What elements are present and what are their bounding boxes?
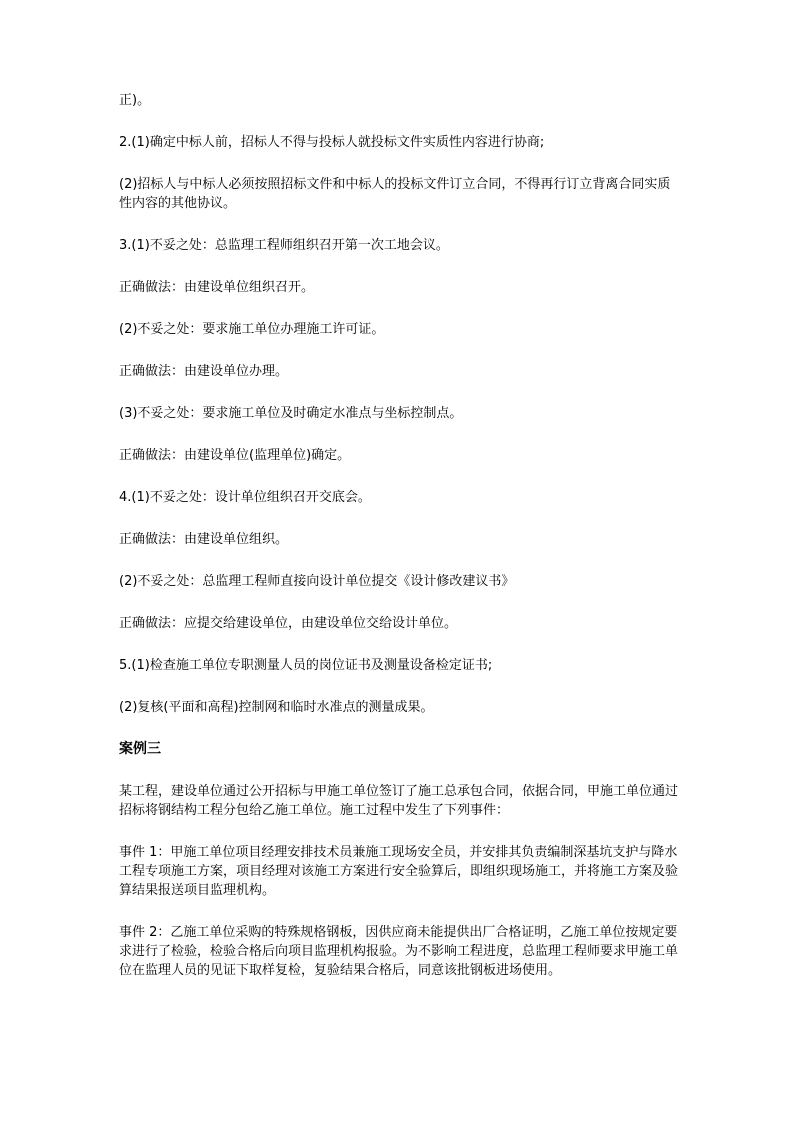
case-3-event-1: 事件 1：甲施工单位项目经理安排技术员兼施工现场安全员，并安排其负责编制深基坑支护与降水工程专项施工方案，项目经理对该施工方案进行安全验算后，即组织现场施工，并将施工方案及验算结果报送项目监理机构。 (119, 845, 679, 898)
answer-3-item-1: 3.(1)不妥之处：总监理工程师组织召开第一次工地会议。 (119, 238, 449, 253)
answer-2-item-2: (2)招标人与中标人必须按照招标文件和中标人的投标文件订立合同，不得再行订立背离合同实质性内容的其他协议。 (119, 177, 671, 211)
answer-3-item-3: (3)不妥之处：要求施工单位及时确定水准点与坐标控制点。 (119, 406, 463, 421)
answer-3-item-2-correction: 正确做法：由建设单位办理。 (119, 364, 289, 379)
answer-4-item-1-correction: 正确做法：由建设单位组织。 (119, 532, 289, 547)
answer-5-item-2: (2)复核(平面和高程)控制网和临时水准点的测量成果。 (119, 700, 434, 715)
case-3-intro: 某工程，建设单位通过公开招标与甲施工单位签订了施工总承包合同，依据合同，甲施工单位通过招标将钢结构工程分包给乙施工单位。施工过程中发生了下列事件： (119, 784, 679, 818)
answer-4-item-2-correction: 正确做法：应提交给建设单位，由建设单位交给设计单位。 (119, 616, 458, 631)
answer-2-item-1: 2.(1)确定中标人前，招标人不得与投标人就投标文件实质性内容进行协商; (119, 135, 545, 150)
answer-3-item-3-correction: 正确做法：由建设单位(监理单位)确定。 (119, 448, 351, 463)
section-heading-case-3: 案例三 (119, 741, 161, 757)
paragraph-continuation: 正)。 (119, 93, 151, 108)
answer-5-item-1: 5.(1)检查施工单位专职测量人员的岗位证书及测量设备检定证书; (119, 658, 493, 673)
answer-4-item-1: 4.(1)不妥之处：设计单位组织召开交底会。 (119, 490, 371, 505)
answer-3-item-2: (2)不妥之处：要求施工单位办理施工许可证。 (119, 322, 385, 337)
answer-3-item-1-correction: 正确做法：由建设单位组织召开。 (119, 280, 315, 295)
case-3-event-2: 事件 2：乙施工单位采购的特殊规格钢板，因供应商未能提供出厂合格证明，乙施工单位按规定要求进行了检验，检验合格后向项目监理机构报验。为不影响工程进度，总监理工程师要求甲施工单位在监理人员的见证下取样复检，复验结果合格后，同意该批钢板进场使用。 (119, 925, 679, 978)
answer-4-item-2: (2)不妥之处：总监理工程师直接向设计单位提交《设计修改建议书》 (119, 574, 515, 589)
document-page (119, 91, 679, 1003)
